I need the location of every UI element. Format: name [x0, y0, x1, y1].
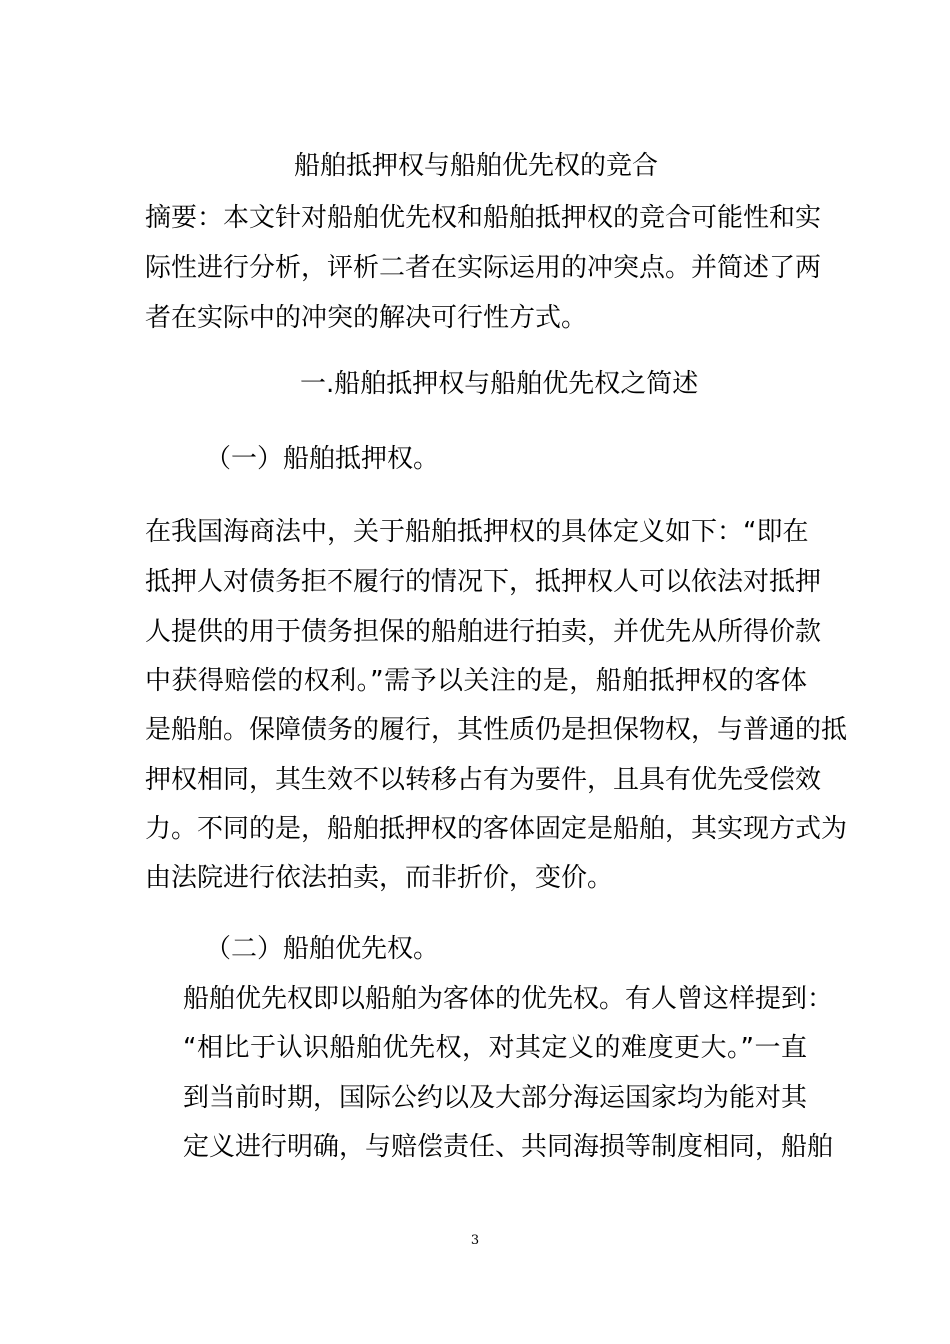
- paragraph-line: 在我国海商法中，关于船舶抵押权的具体定义如下：“即在: [145, 517, 809, 547]
- paragraph-line: 力。不同的是，船舶抵押权的客体固定是船舶，其实现方式为: [145, 814, 848, 844]
- abstract-line: 摘要：本文针对船舶优先权和船舶抵押权的竞合可能性和实: [145, 203, 822, 233]
- section-heading: 一.船舶抵押权与船舶优先权之简述: [300, 369, 699, 399]
- paragraph-line: 到当前时期，国际公约以及大部分海运国家均为能对其: [183, 1083, 808, 1113]
- paragraph-line: 抵押人对债务拒不履行的情况下，抵押权人可以依法对抵押: [145, 567, 822, 597]
- paragraph-line: 是船舶。保障债务的履行，其性质仍是担保物权，与普通的抵: [145, 715, 848, 745]
- subsection-heading: （二）船舶优先权。: [205, 934, 440, 964]
- document-title: 船舶抵押权与船舶优先权的竞合: [293, 151, 658, 181]
- paragraph-line: 定义进行明确，与赔偿责任、共同海损等制度相同，船舶: [183, 1132, 834, 1162]
- abstract-line: 际性进行分析，评析二者在实际运用的冲突点。并简述了两: [145, 253, 822, 283]
- page-number: 3: [470, 1233, 480, 1248]
- paragraph-line: “相比于认识船舶优先权，对其定义的难度更大。”一直: [183, 1033, 807, 1063]
- abstract-line: 者在实际中的冲突的解决可行性方式。: [145, 303, 588, 333]
- paragraph-line: 中获得赔偿的权利。”需予以关注的是，船舶抵押权的客体: [145, 666, 807, 696]
- paragraph-line: 船舶优先权即以船舶为客体的优先权。有人曾这样提到：: [183, 984, 834, 1014]
- paragraph-line: 人提供的用于债务担保的船舶进行拍卖，并优先从所得价款: [145, 617, 822, 647]
- subsection-heading: （一）船舶抵押权。: [205, 444, 440, 474]
- paragraph-line: 押权相同，其生效不以转移占有为要件，且具有优先受偿效: [145, 765, 822, 795]
- paragraph-line: 由法院进行依法拍卖，而非折价，变价。: [145, 863, 614, 893]
